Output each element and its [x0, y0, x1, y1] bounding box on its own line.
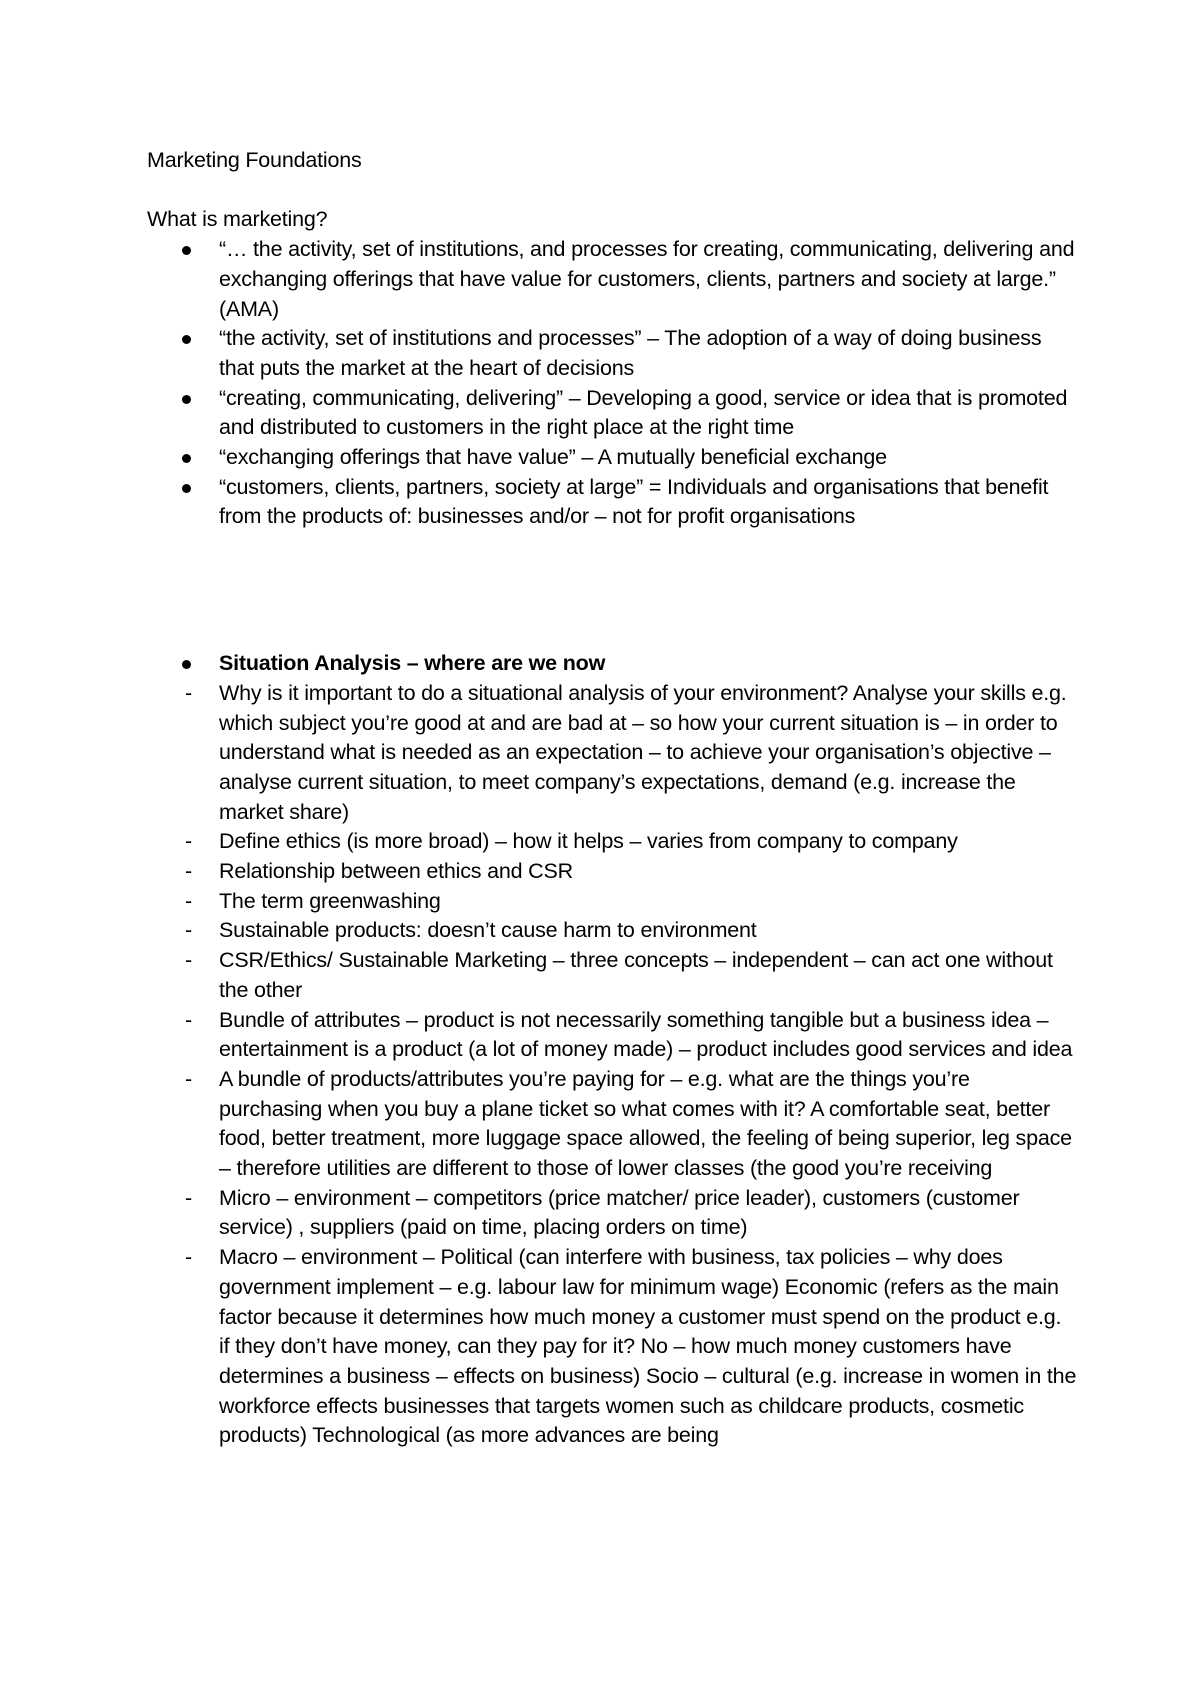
dash-marker: -: [185, 1066, 192, 1091]
list-item-text: CSR/Ethics/ Sustainable Marketing – three concepts – independent – can act one without the other: [219, 948, 1053, 1002]
list-item: [147, 324, 1077, 383]
list-item: [147, 916, 1077, 946]
blank-line: [147, 176, 1077, 206]
dash-marker: -: [185, 859, 192, 884]
list-item: [147, 235, 1077, 324]
list-item-text: “customers, clients, partners, society at large” = Individuals and organisations that benefit from the products of: businesses and/or – not for profit organisations: [219, 474, 1049, 529]
list-item-text: Relationship between ethics and CSR: [219, 859, 573, 884]
list-item: [147, 443, 1077, 473]
dash-marker: -: [185, 680, 192, 705]
list-item-text: Define ethics (is more broad) – how it helps – varies from company to company: [219, 829, 958, 854]
bullet-icon: [182, 454, 191, 463]
definition-list: [147, 235, 1077, 532]
list-item-text: A bundle of products/attributes you’re paying for – e.g. what are the things you’re purchasing when you buy a plane ticket so what comes with it? A comfortable seat, better food, better treatment, more luggage space allowed, the feeling of being superior, leg space – therefore utilities are different to those of lower classes (the good you’re receiving: [219, 1066, 1072, 1181]
section-heading-list: [147, 649, 1077, 679]
dash-marker: -: [185, 829, 192, 854]
bullet-icon: [182, 484, 191, 493]
list-item-text: “exchanging offerings that have value” – A mutually beneficial exchange: [219, 445, 887, 470]
list-item: [147, 946, 1077, 1005]
situation-analysis-heading: Situation Analysis – where are we now: [219, 651, 606, 676]
bullet-icon: [182, 660, 191, 669]
bullet-icon: [182, 335, 191, 344]
section-question: What is marketing?: [147, 207, 328, 232]
list-item: [147, 1006, 1077, 1065]
list-item: [147, 1065, 1077, 1184]
list-item: [147, 1243, 1077, 1451]
list-item-text: The term greenwashing: [219, 888, 441, 913]
dash-marker: -: [185, 888, 192, 913]
list-item: [147, 1184, 1077, 1243]
list-item: [147, 679, 1077, 828]
list-item: [147, 649, 1077, 679]
list-item-text: Sustainable products: doesn’t cause harm to environment: [219, 918, 757, 943]
list-item-text: Micro – environment – competitors (price matcher/ price leader), customers (customer service) , suppliers (paid on time, placing orders on time): [219, 1185, 1020, 1240]
notes-list: [147, 679, 1077, 1451]
list-item-text: Macro – environment – Political (can interfere with business, tax policies – why does government implement – e.g. labour law for minimum wage) Economic (refers as the main factor because it determines how much money a customer must spend on the product e.g. if they don’t have money, can they pay for it? No – how much money customers have determines a business – effects on business) Socio – cultural (e.g. increase in women in the workforce effects businesses that targets women such as childcare products, cosmetic products) Technological (as more advances are being: [219, 1245, 1077, 1448]
dash-marker: -: [185, 948, 192, 973]
blank-space: [147, 532, 1077, 649]
list-item: [147, 384, 1077, 443]
bullet-icon: [182, 395, 191, 404]
list-item-text: Why is it important to do a situational analysis of your environment? Analyse your skills e.g. which subject you’re good at and are bad at – so how your current situation is – in order to understand what is needed as an expectation – to achieve your organisation’s objective – analyse current situation, to meet company’s expectations, demand (e.g. increase the market share): [219, 680, 1067, 824]
list-item: [147, 857, 1077, 887]
dash-marker: -: [185, 1007, 192, 1032]
list-item-text: “… the activity, set of institutions, and processes for creating, communicating, delivering and exchanging offerings that have value for customers, clients, partners and society at large.” (AMA): [219, 237, 1075, 321]
list-item: [147, 827, 1077, 857]
dash-marker: -: [185, 1245, 192, 1270]
list-item-text: “the activity, set of institutions and processes” – The adoption of a way of doing business that puts the market at the heart of decisions: [219, 326, 1042, 380]
list-item: [147, 887, 1077, 917]
list-item: [147, 473, 1077, 532]
document-body: [147, 146, 1077, 1451]
list-item-text: “creating, communicating, delivering” – Developing a good, service or idea that is promoted and distributed to customers in the right place at the right time: [219, 385, 1068, 440]
dash-marker: -: [185, 1185, 192, 1210]
bullet-icon: [182, 246, 191, 255]
document-title: Marketing Foundations: [147, 148, 362, 172]
dash-marker: -: [185, 918, 192, 943]
list-item-text: Bundle of attributes – product is not necessarily something tangible but a business idea – entertainment is a product (a lot of money made) – product includes good services and idea: [219, 1007, 1073, 1062]
